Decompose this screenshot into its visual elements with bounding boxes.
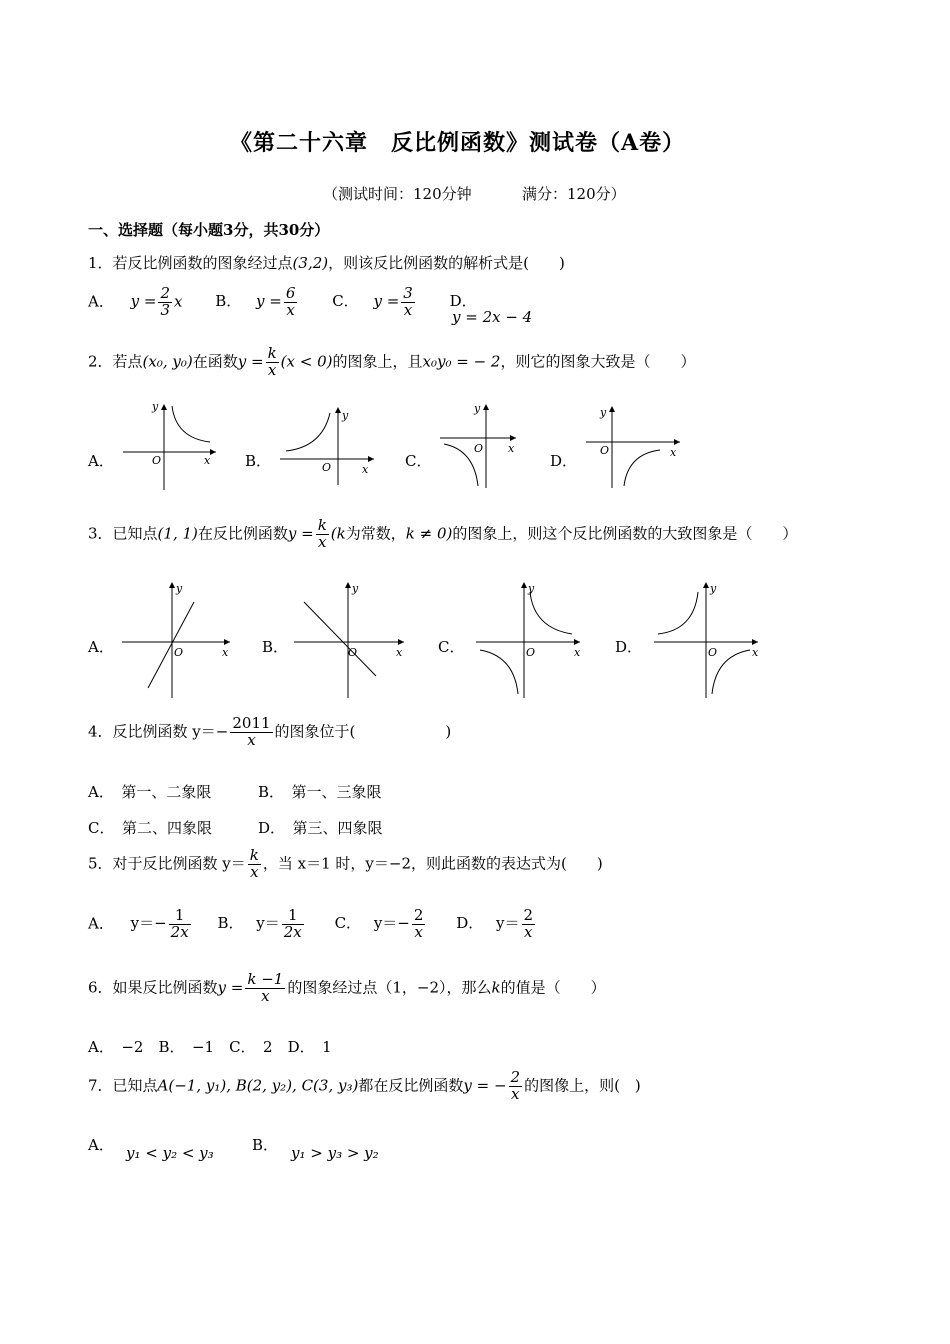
x-label: x <box>574 646 581 659</box>
q3-frac <box>316 518 329 551</box>
q2-mid: 在函数 <box>192 352 238 371</box>
x-arrow <box>224 639 230 645</box>
q5-a-frac <box>169 908 191 941</box>
q7-num: 2 <box>510 1068 521 1086</box>
q1-option-c-label: C． <box>332 292 359 311</box>
y-label: y <box>342 409 349 422</box>
q4-option-c: C． 第二、四象限 <box>88 819 212 837</box>
q2-pre: 2．若点 <box>88 352 143 371</box>
y-arrow <box>703 582 709 588</box>
q1-option-a-label: A． <box>88 292 114 311</box>
q7-points: A(−1, y₁), B(2, y₂), C(3, y₃) <box>157 1076 359 1095</box>
q3-graph-a <box>118 578 238 700</box>
q4-post: 的图象位于( ) <box>274 722 452 741</box>
q2-graph-d <box>584 404 684 490</box>
q5-b-frac <box>282 908 304 941</box>
q2-point: (x₀, y₀) <box>142 352 193 371</box>
q5-b-num: 1 <box>282 908 304 925</box>
q3-mid: 在反比例函数 <box>197 524 288 543</box>
q5-c-lhs: y＝− <box>373 914 410 933</box>
q6-den: x <box>261 986 270 1005</box>
x-label: x <box>396 646 403 659</box>
q7-option-b-label: B． <box>252 1136 279 1154</box>
x-label: x <box>752 646 759 659</box>
q5-a-num: 1 <box>169 908 191 925</box>
q6-post2: 的值是（ ） <box>500 978 606 997</box>
q2-option-b-label: B． <box>245 452 272 470</box>
q6-post: 的图象经过点（1，−2），那么 <box>287 978 492 997</box>
y-label: y <box>352 582 359 595</box>
q5-d-num: 2 <box>523 906 534 924</box>
q3-num: k <box>317 516 327 534</box>
q7-frac <box>509 1070 523 1103</box>
y-label: y <box>710 582 717 595</box>
origin-label: O <box>600 444 610 457</box>
origin-label: O <box>708 646 718 659</box>
q3-lhs: y = <box>287 524 314 543</box>
q3-den: x <box>318 532 327 551</box>
q1-c-den: x <box>403 300 413 319</box>
y-label: y <box>176 582 183 595</box>
y-label: y <box>600 406 607 419</box>
curve-q1 <box>530 592 572 634</box>
x-arrow <box>510 435 516 441</box>
q7-option-a-label: A． <box>88 1136 114 1154</box>
q1-option-c-lhs: y = <box>373 292 400 311</box>
q1-options <box>88 286 477 319</box>
q2-graph-c <box>436 402 526 490</box>
q5-frac <box>248 848 261 881</box>
q5-c-den: x <box>414 922 423 941</box>
y-label: y <box>152 400 159 413</box>
question-6-stem <box>88 972 606 1005</box>
q6-num: k −1 <box>247 970 284 988</box>
line <box>304 602 376 676</box>
question-4-stem <box>88 716 451 749</box>
q1-a-num: 2 <box>160 284 170 302</box>
x-label: x <box>222 646 229 659</box>
q6-lhs: y = <box>217 978 244 997</box>
q1-post: ，则该反比例函数的解析式是( ) <box>328 254 565 272</box>
q1-option-b-lhs: y = <box>256 292 282 311</box>
line <box>148 602 194 688</box>
q3-graph-b <box>290 578 412 700</box>
y-label: y <box>474 402 481 415</box>
q4-num: 2011 <box>232 714 271 732</box>
q5-post: ，当 x＝1 时，y＝−2，则此函数的表达式为( ) <box>262 854 603 873</box>
curve-q2 <box>658 592 698 634</box>
q2-option-d-label: D． <box>550 452 578 470</box>
q2-cond: (x < 0) <box>280 352 333 371</box>
q7-post: 的图像上，则( ) <box>524 1076 641 1095</box>
q6-frac <box>245 972 285 1005</box>
q1-option-d-label: D． <box>449 292 477 311</box>
q7-option-b-expr: y₁ > y₃ > y₂ <box>291 1144 379 1162</box>
q2-option-c-label: C． <box>405 452 432 470</box>
y-arrow <box>345 582 351 588</box>
q6-pre: 6．如果反比例函数 <box>88 978 218 997</box>
q5-options <box>88 908 537 941</box>
curve <box>286 413 330 451</box>
x-label: x <box>362 463 369 476</box>
q4-frac <box>230 716 272 749</box>
q1-b-den: x <box>286 300 295 319</box>
q5-c-num: 2 <box>413 906 424 924</box>
q4-option-d: D． 第三、四象限 <box>258 819 383 837</box>
q5-option-a-label: A． <box>88 914 114 933</box>
q7-lhs: y = − <box>463 1076 507 1095</box>
q4-option-b: B． 第一、三象限 <box>258 783 382 801</box>
page-title: 《第二十六章 反比例函数》测试卷（A卷） <box>230 130 686 156</box>
q3-graph-c <box>472 578 588 700</box>
question-1-stem <box>88 252 565 273</box>
q4-den: x <box>247 730 256 749</box>
q5-option-c-label: C． <box>334 914 362 933</box>
q1-option-b-label: B． <box>215 292 242 311</box>
curve <box>172 406 210 442</box>
q1-c-num: 3 <box>403 284 413 302</box>
x-arrow <box>210 449 216 455</box>
q3-pre: 3．已知点 <box>88 524 158 543</box>
q5-b-den: 2x <box>283 922 302 941</box>
q3-post: 的图象上，则这个反比例函数的大致图象是（ ） <box>452 524 798 543</box>
q1-option-c-frac <box>401 286 415 319</box>
q1-point: (3,2) <box>292 254 329 272</box>
q2-post2: ，则它的图象大致是（ ） <box>500 352 696 371</box>
q5-den: x <box>250 862 259 881</box>
x-arrow <box>674 439 680 445</box>
q6-options: A． −2 B． −1 C． 2 D． 1 <box>88 1038 332 1056</box>
y-arrow <box>169 582 175 588</box>
x-label: x <box>204 454 211 467</box>
q5-d-den: x <box>524 922 533 941</box>
q6-k: k <box>491 978 501 997</box>
q5-option-b-label: B． <box>217 914 244 933</box>
question-2-stem <box>88 346 695 379</box>
question-5-stem <box>88 848 603 881</box>
q5-d-lhs: y＝ <box>496 914 520 933</box>
question-3-stem <box>88 518 797 551</box>
y-arrow <box>483 404 489 410</box>
q4-option-a: A． 第一、二象限 <box>88 783 212 801</box>
q7-den: x <box>511 1084 520 1103</box>
origin-label: O <box>474 442 484 455</box>
q7-option-a-expr: y₁ < y₂ < y₃ <box>126 1144 214 1162</box>
q1-option-b-frac <box>284 286 298 319</box>
x-arrow <box>398 639 404 645</box>
q2-lhs: y = <box>237 352 264 371</box>
x-arrow <box>752 639 758 645</box>
origin-label: O <box>174 646 184 659</box>
test-time: （测试时间：120分钟 <box>323 185 472 203</box>
origin-label: O <box>152 454 162 467</box>
q5-pre: 5．对于反比例函数 y＝ <box>88 854 246 873</box>
y-arrow <box>335 407 341 413</box>
x-label: x <box>670 446 677 459</box>
q2-option-a-label: A． <box>88 452 114 470</box>
question-7-stem <box>88 1070 641 1103</box>
x-arrow <box>368 456 374 462</box>
q7-mid: 都在反比例函数 <box>358 1076 464 1095</box>
origin-label: O <box>322 461 332 474</box>
q2-graph-b <box>278 405 378 487</box>
full-score: 满分：120分） <box>522 185 626 203</box>
y-arrow <box>609 406 615 412</box>
q3-option-a-label: A． <box>88 638 114 656</box>
x-label: x <box>508 442 515 455</box>
q7-pre: 7．已知点 <box>88 1076 158 1095</box>
y-arrow <box>161 404 167 410</box>
q1-pre: 1．若反比例函数的图象经过点 <box>88 254 293 272</box>
q3-point: (1, 1) <box>157 524 198 543</box>
q3-option-c-label: C． <box>438 638 465 656</box>
q3-paren: (k <box>330 524 346 543</box>
q5-c-frac <box>412 908 426 941</box>
q2-frac <box>266 346 279 379</box>
q2-den: x <box>267 360 277 379</box>
q3-mid2: 为常数， <box>345 524 406 543</box>
y-arrow <box>521 582 527 588</box>
q2-prod: x₀y₀ = − 2 <box>422 352 501 371</box>
q2-graph-a <box>118 400 218 492</box>
section-heading: 一、选择题（每小题3分，共30分） <box>88 221 330 239</box>
q5-option-d-label: D． <box>456 914 484 933</box>
q3-graph-d <box>650 578 766 700</box>
q1-a-den: 3 <box>160 300 170 319</box>
q5-a-den: 2x <box>170 922 189 941</box>
origin-label: O <box>348 646 358 659</box>
q5-b-lhs: y＝ <box>256 914 280 933</box>
q5-d-frac <box>522 908 536 941</box>
q1-option-a-frac <box>158 286 172 319</box>
x-arrow <box>574 639 580 645</box>
q2-post1: 的图象上，且 <box>332 352 423 371</box>
q3-option-d-label: D． <box>615 638 643 656</box>
curve <box>444 444 478 486</box>
curve <box>624 450 660 486</box>
q1-option-a-lhs: y = <box>130 292 157 311</box>
origin-label: O <box>526 646 536 659</box>
q3-cond: k ≠ 0) <box>405 524 453 543</box>
y-label: y <box>528 582 535 595</box>
q5-a-lhs: y＝− <box>130 914 167 933</box>
curve-q4 <box>712 650 750 694</box>
curve-q3 <box>480 650 518 694</box>
q1-b-num: 6 <box>285 284 296 302</box>
q1-option-d-expr: y = 2x − 4 <box>452 308 533 326</box>
q2-num: k <box>267 344 277 362</box>
q3-option-b-label: B． <box>262 638 289 656</box>
q4-pre: 4．反比例函数 y＝− <box>88 722 229 741</box>
q1-a-x: x <box>173 292 183 311</box>
q5-num: k <box>249 846 259 864</box>
